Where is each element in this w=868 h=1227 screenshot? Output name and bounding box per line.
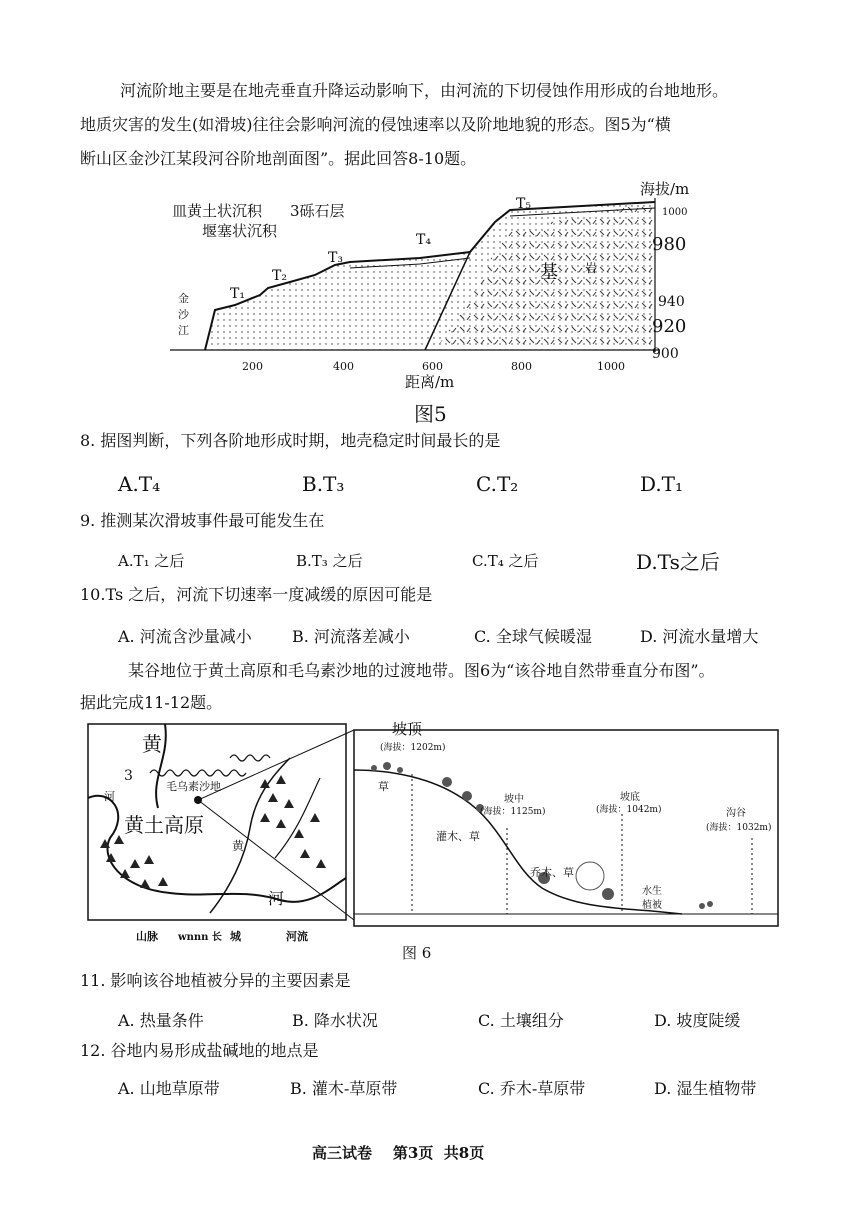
- figure-5-terrace-profile: [150, 180, 710, 410]
- q10-option-d: D. 河流水量增大: [640, 627, 759, 646]
- q12-option-a: A. 山地草原带: [118, 1079, 220, 1098]
- intro2-line-1: 某谷地位于黄土高原和毛乌素沙地的过渡地带。图6为“该谷地自然带垂直分布图”。: [128, 661, 715, 680]
- q9-option-a: A.T₁ 之后: [118, 552, 185, 570]
- question-12-stem: 12. 谷地内易形成盐碱地的地点是: [80, 1041, 319, 1060]
- river-label: 江: [178, 324, 189, 337]
- q9-option-b: B.T₃ 之后: [296, 552, 363, 570]
- q10-option-b: B. 河流落差减小: [292, 627, 410, 646]
- q11-option-d: D. 坡度陡缓: [654, 1011, 741, 1030]
- map-label-desert: 毛乌素沙地: [166, 780, 221, 793]
- terrace-label: T₄: [416, 232, 431, 248]
- slope-bottom-label: 坡底: [620, 792, 640, 803]
- slope-bottom-alt: (海拔：1042m): [596, 805, 662, 815]
- slope-mid-alt: (海拔：1125m): [480, 807, 546, 817]
- q11-option-a: A. 热量条件: [118, 1011, 204, 1030]
- zone-tree: 乔木、草: [530, 866, 574, 879]
- q11-option-c: C. 土壤组分: [478, 1011, 564, 1030]
- y-tick: 920: [652, 316, 687, 337]
- page-footer: 高三试卷 第3页 共8页: [312, 1144, 485, 1162]
- q8-option-c: C.T₂: [476, 472, 519, 496]
- q9-option-c: C.T₄ 之后: [472, 552, 539, 570]
- map-label-huang-2: 黄: [232, 839, 245, 853]
- slope-top-label: 坡顶: [392, 720, 423, 738]
- intro2-line-2: 据此完成11-12题。: [80, 693, 223, 712]
- zone-aquatic-1: 水生: [642, 886, 662, 897]
- legend-gravel: 3砾石层: [290, 202, 345, 220]
- terrace-label: T₂: [272, 268, 287, 284]
- slope-top-alt: (海拔：1202m): [380, 743, 446, 753]
- figure-6-connector: [198, 726, 358, 926]
- terrace-label: T₅: [516, 196, 531, 212]
- figure-6-caption: 图 6: [402, 944, 432, 962]
- q8-option-a: A.T₄: [118, 472, 161, 496]
- legend-dammed: 堰塞状沉积: [202, 222, 278, 240]
- legend-loess: 皿黄土状沉积: [172, 202, 263, 220]
- figure-6-profile: [352, 718, 782, 930]
- figure-5-caption: 图5: [414, 402, 447, 426]
- bedrock-label: 岩: [585, 261, 598, 275]
- question-8-stem: 8. 据图判断，下列各阶地形成时期，地壳稳定时间最长的是: [80, 431, 501, 450]
- map-label-three: 3: [124, 768, 133, 784]
- x-tick: 600: [422, 360, 443, 373]
- y-tick: 1000: [662, 207, 688, 218]
- legend-wall: 城: [230, 930, 241, 943]
- map-label-huang: 黄: [142, 732, 162, 756]
- map-label-he-left: 河: [104, 790, 115, 803]
- terrace-label: T₃: [328, 250, 343, 266]
- question-11-stem: 11. 影响该谷地植被分异的主要因素是: [80, 971, 351, 990]
- intro-line-1: 河流阶地主要是在地壳垂直升降运动影响下，由河流的下切侵蚀作用形成的台地地形。: [120, 81, 729, 100]
- y-axis-label: 海拔/m: [640, 180, 690, 198]
- river-label: 金: [178, 292, 189, 305]
- map-label-plateau: 黄土高原: [124, 813, 204, 837]
- zone-grass: 草: [378, 780, 389, 793]
- question-10-stem: 10.Ts 之后，河流下切速率一度减缓的原因可能是: [80, 585, 433, 604]
- map-label-he-bottom: 河: [268, 889, 285, 908]
- question-9-stem: 9. 推测某次滑坡事件最可能发生在: [80, 511, 325, 530]
- y-tick: 900: [652, 346, 679, 362]
- q12-option-d: D. 湿生植物带: [654, 1079, 757, 1098]
- intro-line-3: 断山区金沙江某段河谷阶地剖面图”。据此回答8-10题。: [80, 149, 477, 168]
- valley-alt: (海拔：1032m): [706, 823, 772, 833]
- q10-option-c: C. 全球气候暖湿: [474, 627, 592, 646]
- x-axis-ticks: [242, 360, 625, 373]
- q12-option-b: B. 灌木-草原带: [290, 1079, 398, 1098]
- legend-mountain: 山脉: [136, 930, 158, 943]
- valley-label: 沟谷: [726, 808, 746, 819]
- slope-mid-label: 坡中: [504, 794, 524, 805]
- bedrock-label: 基: [540, 262, 558, 283]
- x-axis-label: 距离/m: [405, 373, 455, 391]
- intro-line-2: 地质灾害的发生(如滑坡)往往会影响河流的侵蚀速率以及阶地地貌的形态。图5为“横: [80, 115, 671, 134]
- q11-option-b: B. 降水状况: [292, 1011, 378, 1030]
- q8-option-b: B.T₃: [302, 472, 345, 496]
- q8-option-d: D.T₁: [640, 472, 684, 496]
- q9-option-d: D.Ts之后: [636, 550, 720, 574]
- zone-shrub: 灌木、草: [436, 830, 480, 843]
- terrace-label: T₁: [230, 286, 245, 302]
- x-tick: 800: [511, 360, 532, 373]
- y-tick: 980: [652, 234, 687, 255]
- legend-river: 河流: [286, 930, 308, 943]
- x-tick: 400: [333, 360, 354, 373]
- x-tick: 200: [242, 360, 263, 373]
- river-label: 沙: [178, 308, 189, 321]
- zone-aquatic-2: 植被: [642, 900, 662, 911]
- y-tick: 940: [658, 294, 685, 310]
- q10-option-a: A. 河流含沙量减小: [118, 627, 252, 646]
- q12-option-c: C. 乔木-草原带: [478, 1079, 586, 1098]
- legend-wall-symbol: wnnn 长: [178, 932, 222, 943]
- x-tick: 1000: [597, 360, 625, 373]
